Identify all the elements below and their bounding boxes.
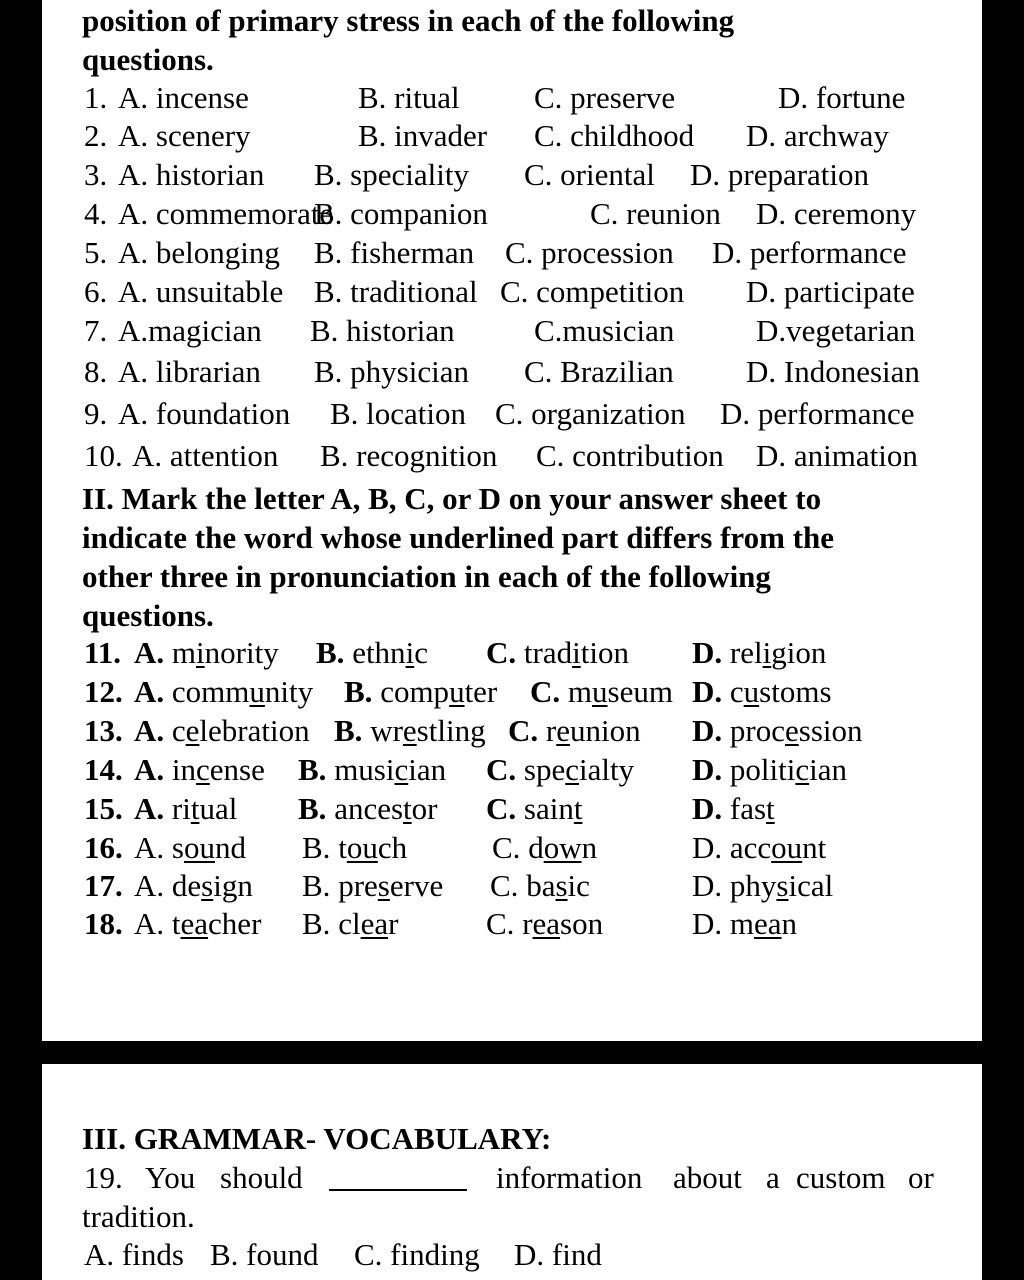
option-letter: C. xyxy=(486,635,517,670)
underlined-sound: ea xyxy=(360,906,389,941)
word-part: c xyxy=(729,674,744,709)
option-letter: C. xyxy=(486,752,517,787)
option-c xyxy=(530,673,673,711)
underlined-sound: t xyxy=(766,791,775,826)
option-d: D. Indonesian xyxy=(746,354,920,389)
option-b: B. physician xyxy=(314,354,469,389)
option-d: D. fortune xyxy=(778,80,906,115)
option-letter: B. xyxy=(298,791,327,826)
option-a: A. scenery xyxy=(118,118,251,153)
option-letter: B. xyxy=(334,713,363,748)
word-part: stling xyxy=(416,713,486,748)
option-b: B. recognition xyxy=(320,438,498,473)
question-row xyxy=(0,353,1024,391)
option-letter: D. xyxy=(692,752,723,787)
option-d xyxy=(692,790,775,828)
word-part: ialty xyxy=(578,752,635,787)
section-heading-line: position of primary stress in each of the following xyxy=(82,3,735,38)
word-part: erve xyxy=(389,868,444,903)
option-letter: A. xyxy=(134,906,165,941)
section-heading: III. GRAMMAR- VOCABULARY: xyxy=(82,1121,552,1156)
question-row xyxy=(0,117,1024,155)
option-c: C. contribution xyxy=(536,438,724,473)
option-b: B. fisherman xyxy=(314,235,475,270)
question-row xyxy=(0,751,1024,789)
question-row xyxy=(0,790,1024,828)
word-part: gion xyxy=(771,635,827,670)
word-part: r xyxy=(388,906,399,941)
option-d: D. archway xyxy=(746,118,889,153)
option-letter: D. xyxy=(692,713,723,748)
option-letter: A. xyxy=(134,752,165,787)
option-c xyxy=(508,712,641,750)
option-a: A. unsuitable xyxy=(118,274,284,309)
question-row xyxy=(0,156,1024,194)
option-b: B. traditional xyxy=(314,274,478,309)
option-letter: A. xyxy=(134,791,165,826)
underlined-sound: ou xyxy=(771,830,803,865)
option-letter: D. xyxy=(692,906,723,941)
word-part: ic xyxy=(567,868,590,903)
section-heading-line: questions. xyxy=(82,42,214,77)
option-letter: D. xyxy=(692,868,723,903)
word-part: lebration xyxy=(199,713,310,748)
option-a: A. finds xyxy=(84,1237,184,1272)
option-d: D. animation xyxy=(756,438,918,473)
option-c: C. competition xyxy=(500,274,685,309)
underlined-sound: s xyxy=(776,868,789,903)
question-number: 18. xyxy=(84,906,123,941)
option-letter: A. xyxy=(134,674,165,709)
option-d xyxy=(692,829,826,867)
question-text: custom xyxy=(796,1160,886,1195)
option-a xyxy=(134,905,261,943)
question-row xyxy=(0,829,1024,867)
option-letter: B. xyxy=(344,674,373,709)
word-part: ethn xyxy=(352,635,406,670)
underlined-sound: i xyxy=(572,635,581,670)
word-part: musi xyxy=(334,752,395,787)
option-c: C. finding xyxy=(354,1237,480,1272)
underlined-sound: ou xyxy=(346,830,378,865)
word-part: d xyxy=(528,830,544,865)
word-part: s xyxy=(171,830,184,865)
option-b: B. location xyxy=(330,396,467,431)
question-number: 14. xyxy=(84,752,123,787)
word-part: t xyxy=(171,906,181,941)
question-number: 17. xyxy=(84,868,123,903)
question-text: You xyxy=(145,1160,196,1195)
option-letter: C. xyxy=(492,830,521,865)
word-part: tion xyxy=(580,635,629,670)
word-part: ri xyxy=(171,791,191,826)
underlined-sound: t xyxy=(403,791,412,826)
option-b xyxy=(344,673,497,711)
word-part: son xyxy=(560,906,604,941)
question-number: 4. xyxy=(84,196,108,231)
word-part: sain xyxy=(523,791,574,826)
question-number: 5. xyxy=(84,235,108,270)
word-part: fas xyxy=(729,791,767,826)
word-part: ense xyxy=(209,752,265,787)
underlined-sound: s xyxy=(201,868,214,903)
underlined-sound: ou xyxy=(183,830,215,865)
option-c: C. Brazilian xyxy=(524,354,674,389)
question-text: should xyxy=(220,1160,303,1195)
option-letter: B. xyxy=(302,906,331,941)
underlined-sound: ea xyxy=(754,906,782,941)
question-number: 9. xyxy=(84,396,108,431)
question-number: 7. xyxy=(84,313,108,348)
section-heading-line: questions. xyxy=(82,598,214,633)
option-d: D. find xyxy=(514,1237,602,1272)
option-letter: B. xyxy=(298,752,327,787)
underlined-sound: u xyxy=(249,674,265,709)
option-letter: A. xyxy=(134,830,165,865)
option-c xyxy=(486,790,582,828)
option-d: D. preparation xyxy=(690,157,870,192)
word-part: comm xyxy=(171,674,250,709)
underlined-sound: c xyxy=(394,752,409,787)
underlined-sound: u xyxy=(592,674,608,709)
question-row xyxy=(0,234,1024,272)
option-c: C. oriental xyxy=(524,157,655,192)
option-a: A. attention xyxy=(132,438,279,473)
question-text: a xyxy=(766,1160,780,1195)
word-part: ch xyxy=(377,830,408,865)
word-part: ba xyxy=(526,868,556,903)
option-a xyxy=(134,751,265,789)
option-c: C. preserve xyxy=(534,80,676,115)
question-row xyxy=(0,312,1024,350)
question-row xyxy=(0,712,1024,750)
underlined-sound: e xyxy=(185,713,200,748)
option-a: A. librarian xyxy=(118,354,261,389)
underlined-sound: e xyxy=(784,713,799,748)
option-letter: C. xyxy=(530,674,561,709)
underlined-sound: ow xyxy=(543,830,582,865)
question-row xyxy=(0,437,1024,475)
option-d xyxy=(692,634,826,672)
option-d: D. ceremony xyxy=(756,196,917,231)
word-part: r xyxy=(522,906,533,941)
word-part: n xyxy=(781,906,798,941)
option-letter: C. xyxy=(508,713,539,748)
word-part: m xyxy=(171,635,197,670)
option-d xyxy=(692,867,833,905)
word-part: ual xyxy=(199,791,238,826)
underlined-sound: t xyxy=(190,791,200,826)
option-letter: C. xyxy=(486,906,515,941)
word-part: nity xyxy=(264,674,314,709)
underlined-sound: c xyxy=(196,752,210,787)
option-d: D. participate xyxy=(746,274,915,309)
word-part: phy xyxy=(729,868,777,903)
option-letter: A. xyxy=(134,635,165,670)
word-part: union xyxy=(569,713,641,748)
option-d xyxy=(692,751,847,789)
option-letter: D. xyxy=(692,791,723,826)
option-a: A. foundation xyxy=(118,396,291,431)
question-number: 16. xyxy=(84,830,123,865)
word-part: proc xyxy=(729,713,785,748)
word-part: ances xyxy=(334,791,404,826)
word-part: in xyxy=(171,752,197,787)
option-letter: D. xyxy=(692,830,723,865)
option-c: C.musician xyxy=(534,313,675,348)
word-part: n xyxy=(581,830,598,865)
option-a xyxy=(134,790,237,828)
word-part: spe xyxy=(523,752,566,787)
word-part: cl xyxy=(338,906,361,941)
option-c: C. procession xyxy=(505,235,674,270)
option-c: C. organization xyxy=(495,396,686,431)
option-letter: B. xyxy=(302,868,331,903)
word-part: nority xyxy=(204,635,279,670)
word-part: de xyxy=(171,868,202,903)
option-c xyxy=(486,751,634,789)
option-a xyxy=(134,867,253,905)
option-a: A. belonging xyxy=(118,235,280,270)
question-row xyxy=(0,867,1024,905)
underlined-sound: u xyxy=(743,674,760,709)
option-d: D.vegetarian xyxy=(756,313,916,348)
question-number: 15. xyxy=(84,791,123,826)
question-number: 13. xyxy=(84,713,123,748)
question-row xyxy=(0,79,1024,117)
underlined-sound: i xyxy=(405,635,415,670)
option-b: B. companion xyxy=(314,196,488,231)
option-c: C. reunion xyxy=(590,196,721,231)
word-part: ian xyxy=(809,752,847,787)
question-row xyxy=(0,195,1024,233)
question-number: 12. xyxy=(84,674,123,709)
word-part: ian xyxy=(408,752,447,787)
question-number: 2. xyxy=(84,118,108,153)
underlined-sound: i xyxy=(762,635,772,670)
question-19-line xyxy=(0,1159,1024,1197)
underlined-sound: c xyxy=(795,752,810,787)
option-c: C. childhood xyxy=(534,118,695,153)
section-heading-line: other three in pronunciation in each of the following xyxy=(82,559,771,594)
underlined-sound: s xyxy=(377,868,390,903)
option-letter: A. xyxy=(134,868,165,903)
word-part: r xyxy=(545,713,557,748)
question-number: 10. xyxy=(84,438,123,473)
section-heading-line: indicate the word whose underlined part differs from the xyxy=(82,520,834,555)
option-a: A. historian xyxy=(118,157,265,192)
option-letter: D. xyxy=(692,674,723,709)
word-part: pre xyxy=(338,868,378,903)
option-letter: C. xyxy=(490,868,519,903)
underlined-sound: ea xyxy=(532,906,561,941)
question-row xyxy=(0,634,1024,672)
question-row xyxy=(0,395,1024,433)
word-part: ign xyxy=(213,868,253,903)
word-part: politi xyxy=(729,752,796,787)
question-number: 1. xyxy=(84,80,108,115)
option-a: A. incense xyxy=(118,80,249,115)
option-d: D. performance xyxy=(720,396,915,431)
question-text: information xyxy=(496,1160,643,1195)
question-number: 8. xyxy=(84,354,108,389)
word-part: c xyxy=(171,713,186,748)
option-d xyxy=(692,712,863,750)
option-b xyxy=(334,712,486,750)
word-part: ssion xyxy=(798,713,863,748)
underlined-sound: t xyxy=(573,791,583,826)
option-a xyxy=(134,712,310,750)
option-a: A. commemorate xyxy=(118,196,334,231)
word-part: c xyxy=(414,635,428,670)
word-part: m xyxy=(567,674,593,709)
question-number: 3. xyxy=(84,157,108,192)
option-c xyxy=(486,905,603,943)
option-letter: C. xyxy=(486,791,517,826)
word-part: comp xyxy=(380,674,450,709)
option-a xyxy=(134,634,279,672)
option-c xyxy=(492,829,597,867)
word-part: m xyxy=(729,906,755,941)
option-b: B. invader xyxy=(358,118,488,153)
option-b: B. historian xyxy=(310,313,455,348)
word-part: acc xyxy=(729,830,772,865)
option-letter: A. xyxy=(134,713,165,748)
question-19-line: tradition. xyxy=(82,1199,195,1234)
option-a xyxy=(134,673,313,711)
underlined-sound: i xyxy=(196,635,205,670)
word-part: or xyxy=(411,791,438,826)
question-number: 11. xyxy=(84,635,122,670)
word-part: trad xyxy=(523,635,573,670)
option-b: B. found xyxy=(210,1237,319,1272)
option-b xyxy=(298,751,446,789)
underlined-sound: u xyxy=(449,674,465,709)
question-row xyxy=(0,905,1024,943)
option-b: B. ritual xyxy=(358,80,460,115)
question-text: about xyxy=(673,1160,742,1195)
option-letter: B. xyxy=(302,830,331,865)
word-part: ter xyxy=(464,674,498,709)
word-part: ical xyxy=(788,868,834,903)
question-row xyxy=(0,273,1024,311)
underlined-sound: e xyxy=(402,713,417,748)
option-a: A.magician xyxy=(118,313,262,348)
option-c xyxy=(486,634,629,672)
underlined-sound: ea xyxy=(180,906,209,941)
option-a xyxy=(134,829,246,867)
section-heading-line: II. Mark the letter A, B, C, or D on your answer sheet to xyxy=(82,481,822,516)
word-part: stoms xyxy=(759,674,832,709)
option-d xyxy=(692,673,832,711)
option-d: D. performance xyxy=(712,235,907,270)
underlined-sound: s xyxy=(555,868,568,903)
option-b: B. speciality xyxy=(314,157,469,192)
option-b xyxy=(302,829,407,867)
word-part: rel xyxy=(729,635,763,670)
underlined-sound: e xyxy=(556,713,570,748)
word-part: nd xyxy=(214,830,246,865)
option-letter: B. xyxy=(316,635,345,670)
word-part: cher xyxy=(208,906,262,941)
question-19-options xyxy=(0,1236,1024,1274)
underlined-sound: c xyxy=(565,752,579,787)
question-row xyxy=(0,673,1024,711)
word-part: nt xyxy=(802,830,827,865)
option-c xyxy=(490,867,590,905)
option-b xyxy=(302,905,398,943)
question-text: or xyxy=(908,1160,934,1195)
option-d xyxy=(692,905,797,943)
word-part: t xyxy=(338,830,347,865)
word-part: seum xyxy=(607,674,673,709)
option-letter: D. xyxy=(692,635,723,670)
option-b xyxy=(302,867,443,905)
question-text: 19. xyxy=(84,1160,123,1195)
question-number: 6. xyxy=(84,274,108,309)
answer-blank xyxy=(329,1163,467,1191)
option-b xyxy=(298,790,437,828)
option-b xyxy=(316,634,428,672)
word-part: wr xyxy=(370,713,403,748)
